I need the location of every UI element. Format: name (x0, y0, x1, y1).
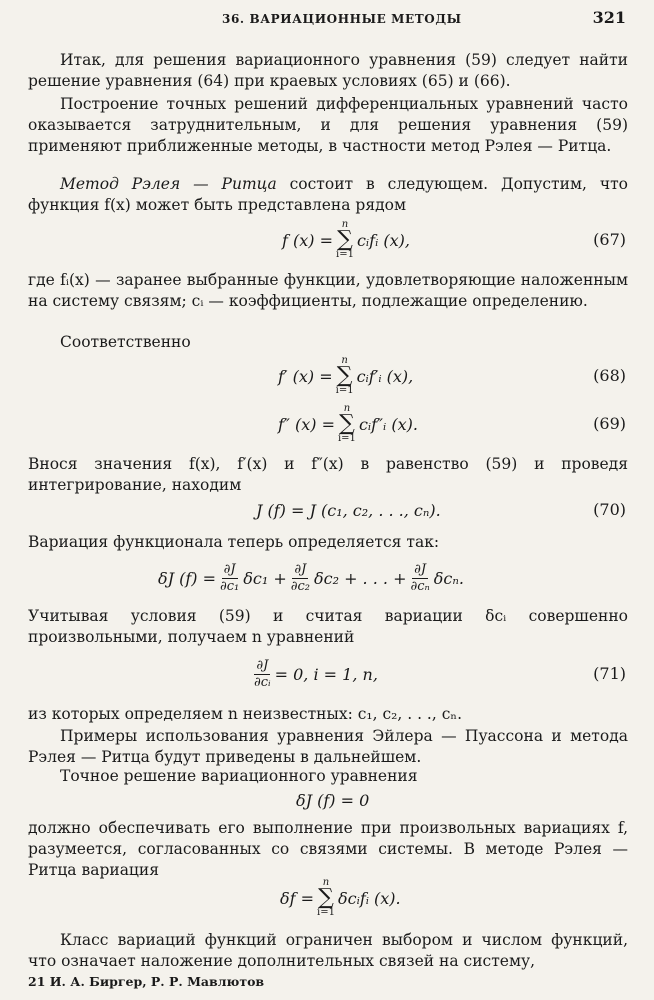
evar-frac-3 (408, 562, 431, 595)
paragraph-1: Итак, для решения вариационного уравнения (59) следует найти решение уравнения (64) при краевых условиях (65) и (66). (28, 51, 628, 90)
page (22, 0, 630, 1000)
equation-67-body (282, 218, 410, 262)
equation-number-69: (69) (593, 414, 626, 433)
evar-frac-2 (289, 562, 312, 595)
evar-term-3: δcₙ. (433, 568, 464, 588)
evar-frac-3-num: ∂J (414, 561, 427, 577)
running-title: 36. ВАРИАЦИОННЫЕ МЕТОДЫ (222, 12, 462, 26)
equation-69-body (278, 402, 418, 446)
evar-frac-1-den: ∂c₁ (220, 578, 240, 594)
paragraph-12: должно обеспечивать его выполнение при произвольных вариациях f, разумеется, согласованных со связями системы. В методе Рэлея — Ритца вариация (28, 819, 628, 879)
evar-frac-3-den: ∂cₙ (410, 578, 430, 594)
eq68-lhs: f′ (x) = (278, 366, 333, 386)
eq68-sum-bottom: i=1 (335, 385, 354, 396)
paragraph-9: из которых определяем n неизвестных: c₁, c₂, . . ., cₙ. (28, 705, 463, 723)
edeltaf-sum-bottom: i=1 (317, 907, 335, 918)
evar-frac-2-num: ∂J (294, 561, 307, 577)
edeltaf-lhs: δf = (280, 888, 315, 908)
eq69-sum-bottom: i=1 (337, 433, 356, 444)
equation-variation-zero (28, 778, 628, 822)
eq67-sum-bottom: i=1 (336, 249, 354, 260)
equation-70 (28, 488, 628, 532)
paragraph-13: Класс вариаций функций ограничен выбором и числом функций, что означает наложение дополнительных связей на систему, (28, 931, 628, 970)
equation-number-71: (71) (593, 664, 626, 683)
paragraph-2: Построение точных решений дифференциальных уравнений часто оказывается затруднительным, и для решения уравнения (59) применяют приближенные методы, в частности метод Рэлея — Ритца. (28, 95, 628, 155)
evar-term-1: δc₁ + (243, 568, 287, 588)
page-header (22, 8, 630, 32)
edeltaf-sum-symbol: ∑ (318, 885, 334, 910)
equation-variation-zero-body: δJ (f) = 0 (296, 790, 370, 810)
method-name: Метод Рэлея — Ритца (60, 175, 277, 193)
eq71-frac-num: ∂J (256, 657, 269, 673)
paragraph-10: Примеры использования уравнения Эйлера — Пуассона и метода Рэлея — Ритца будут приведены в дальнейшем. (28, 727, 628, 766)
equation-71 (28, 652, 628, 696)
evar-frac-1-num: ∂J (223, 561, 236, 577)
eq69-sum-symbol: ∑ (339, 411, 355, 436)
equation-number-70: (70) (593, 500, 626, 519)
eq68-sum-symbol: ∑ (336, 363, 353, 388)
equation-69 (28, 402, 628, 446)
eq68-rhs: cᵢf′ᵢ (x), (356, 366, 414, 386)
eq68-sum-top: n (341, 355, 348, 366)
equation-68 (28, 354, 628, 398)
equation-68-body (278, 354, 413, 398)
eq67-sum-symbol: ∑ (337, 227, 353, 252)
eq71-frac-den: ∂cᵢ (254, 674, 271, 690)
paragraph-4: где fᵢ(x) — заранее выбранные функции, удовлетворяющие наложенным на систему связям; cᵢ — коэффициенты, подлежащие определению. (28, 271, 628, 310)
equation-number-68: (68) (593, 366, 626, 385)
eq69-sum (338, 404, 356, 444)
paragraph-6: Внося значения f(x), f′(x) и f″(x) в равенство (59) и проведя интегрирование, находим (28, 455, 628, 494)
eq69-lhs: f″ (x) = (278, 414, 335, 434)
edeltaf-sum-top: n (322, 877, 330, 888)
equation-70-body: J (f) = J (c₁, c₂, . . ., cₙ). (256, 500, 441, 520)
equation-67 (28, 218, 628, 262)
paragraph-8: Учитывая условия (59) и считая вариации δcᵢ совершенно произвольными, получаем n уравнений (28, 607, 628, 646)
page-number: 321 (592, 8, 626, 27)
paragraph-3 (28, 174, 628, 216)
eq69-sum-top: n (343, 403, 351, 414)
paragraph-3-rest: состоит в следующем. Допустим, что функция f(x) может быть представлена рядом (28, 175, 628, 214)
equation-number-67: (67) (593, 230, 626, 249)
eq67-rhs: cᵢfᵢ (x), (356, 230, 410, 250)
eq69-rhs: cᵢf″ᵢ (x). (358, 414, 418, 434)
equation-variation-body (158, 556, 464, 600)
equation-delta-f-body (280, 876, 401, 920)
evar-term-2: δc₂ + . . . + (313, 568, 407, 588)
eq71-rest: = 0, i = 1, n, (274, 664, 378, 684)
eq67-sum-top: n (341, 219, 349, 230)
paragraph-5: Соответственно (60, 333, 191, 351)
edeltaf-rhs: δcᵢfᵢ (x). (338, 888, 401, 908)
evar-frac-2-den: ∂c₂ (290, 578, 310, 594)
evar-frac-1 (218, 562, 241, 595)
paragraph-7: Вариация функционала теперь определяется так: (28, 533, 440, 551)
page-footer: 21 И. А. Биргер, Р. Р. Мавлютов (28, 974, 265, 989)
eq67-sum (336, 220, 354, 260)
equation-71-body (250, 652, 378, 696)
edeltaf-sum (317, 878, 335, 918)
eq68-sum (336, 356, 354, 396)
equation-variation (28, 556, 628, 600)
paragraph-11: Точное решение вариационного уравнения (60, 767, 418, 785)
evar-lhs: δJ (f) = (158, 568, 217, 588)
eq67-lhs: f (x) = (282, 230, 334, 250)
eq71-frac (252, 658, 273, 691)
equation-delta-f (28, 876, 628, 920)
